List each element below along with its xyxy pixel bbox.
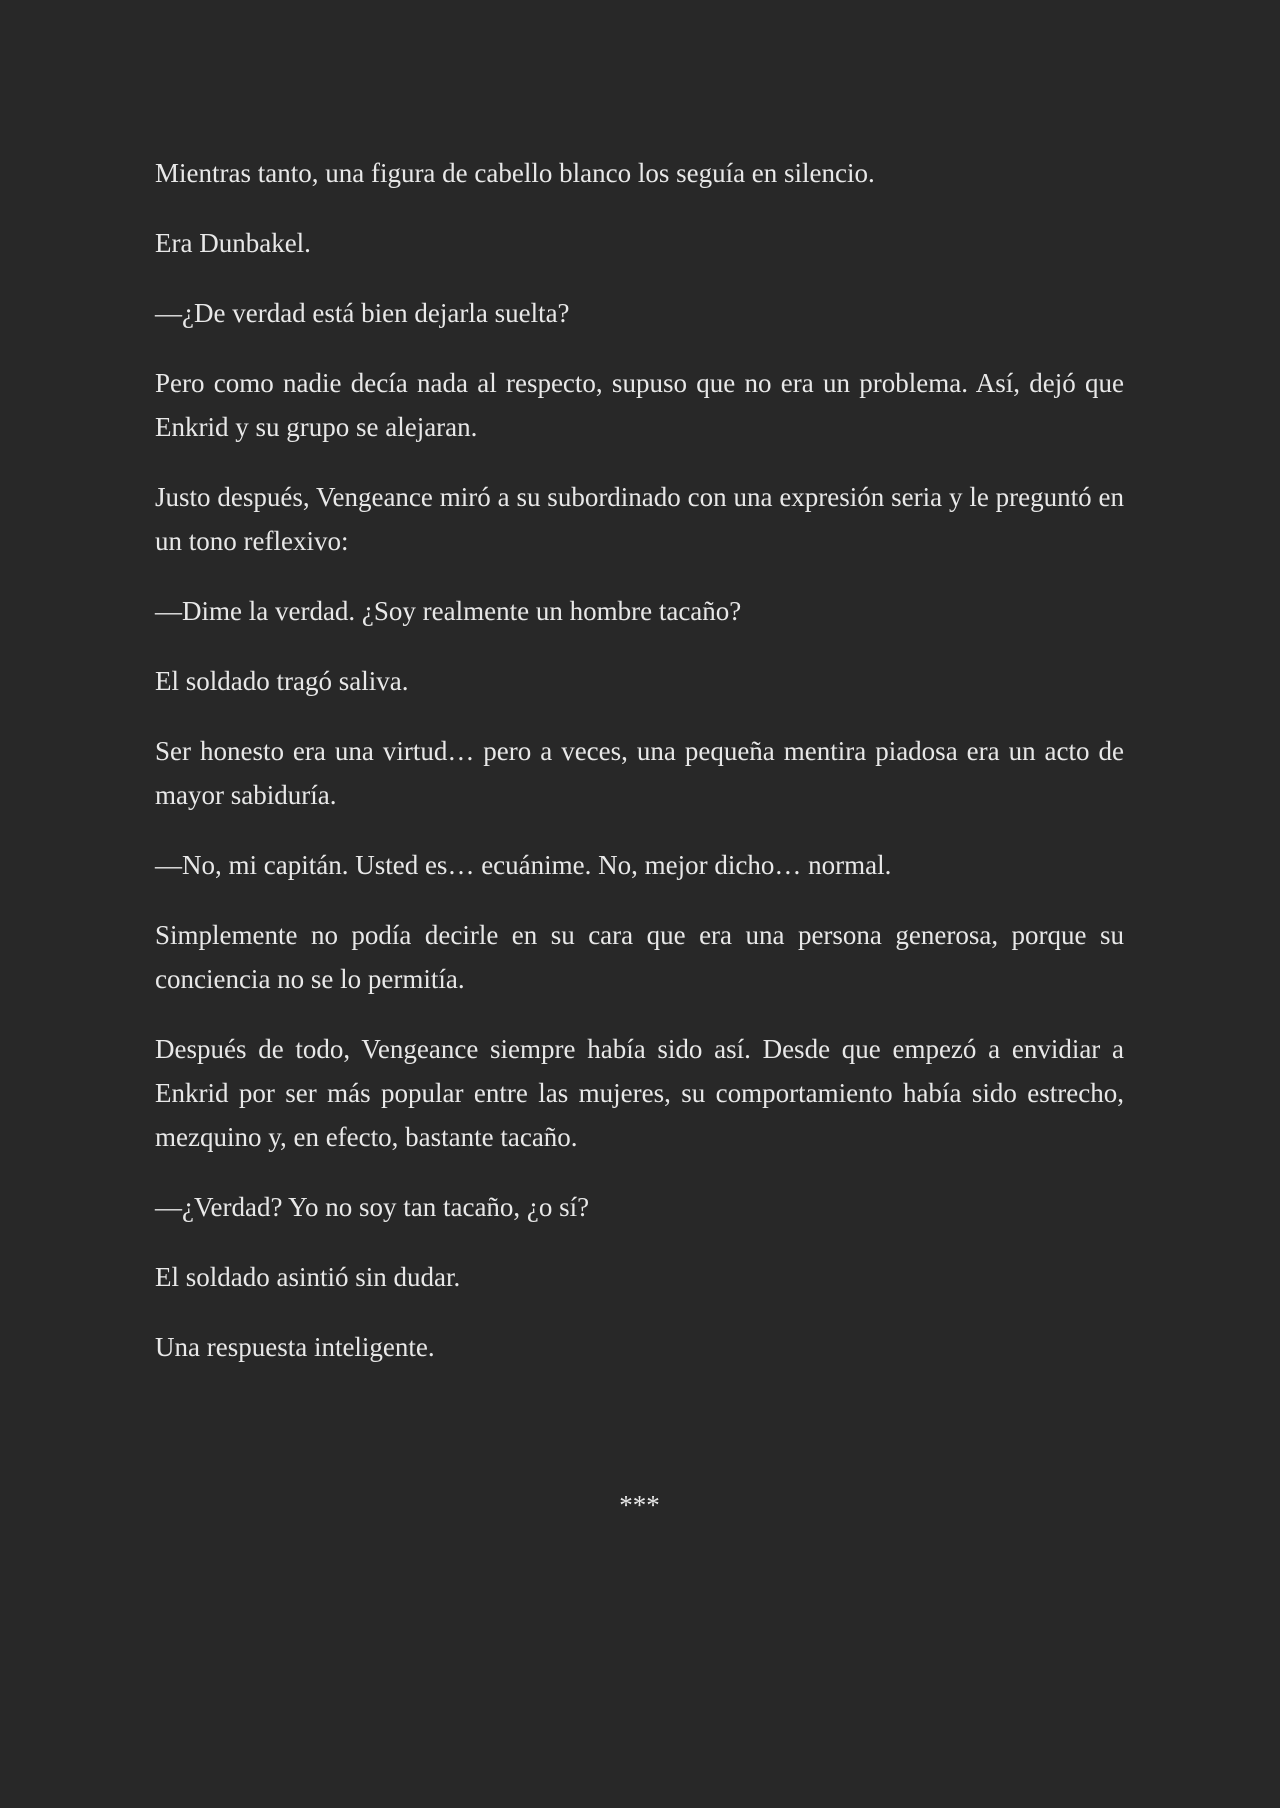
paragraph: —¿De verdad está bien dejarla suelta? xyxy=(155,298,570,328)
paragraph: Era Dunbakel. xyxy=(155,228,311,258)
paragraph: Pero como nadie decía nada al respecto, supuso que no era un problema. Así, dejó que Enkrid y su grupo se alejaran. xyxy=(155,368,1124,442)
scene-separator: *** xyxy=(619,1490,660,1520)
paragraph: Ser honesto era una virtud… pero a veces, una pequeña mentira piadosa era un acto de mayor sabiduría. xyxy=(155,736,1124,810)
paragraph: Una respuesta inteligente. xyxy=(155,1332,435,1362)
paragraph: Después de todo, Vengeance siempre había sido así. Desde que empezó a envidiar a Enkrid por ser más popular entre las mujeres, su comportamiento había sido estrecho, mezquino y, en efecto, bastante tacaño. xyxy=(155,1034,1124,1152)
paragraph: —Dime la verdad. ¿Soy realmente un hombre tacaño? xyxy=(155,596,742,626)
chapter-text xyxy=(155,151,1124,1553)
paragraph: —¿Verdad? Yo no soy tan tacaño, ¿o sí? xyxy=(155,1192,590,1222)
paragraph: El soldado tragó saliva. xyxy=(155,666,409,696)
paragraph: El soldado asintió sin dudar. xyxy=(155,1262,461,1292)
paragraph: Justo después, Vengeance miró a su subordinado con una expresión seria y le preguntó en un tono reflexivo: xyxy=(155,482,1124,556)
paragraph: —No, mi capitán. Usted es… ecuánime. No, mejor dicho… normal. xyxy=(155,850,892,880)
paragraph: Simplemente no podía decirle en su cara que era una persona generosa, porque su conciencia no se lo permitía. xyxy=(155,920,1124,994)
paragraph: Mientras tanto, una figura de cabello blanco los seguía en silencio. xyxy=(155,158,875,188)
